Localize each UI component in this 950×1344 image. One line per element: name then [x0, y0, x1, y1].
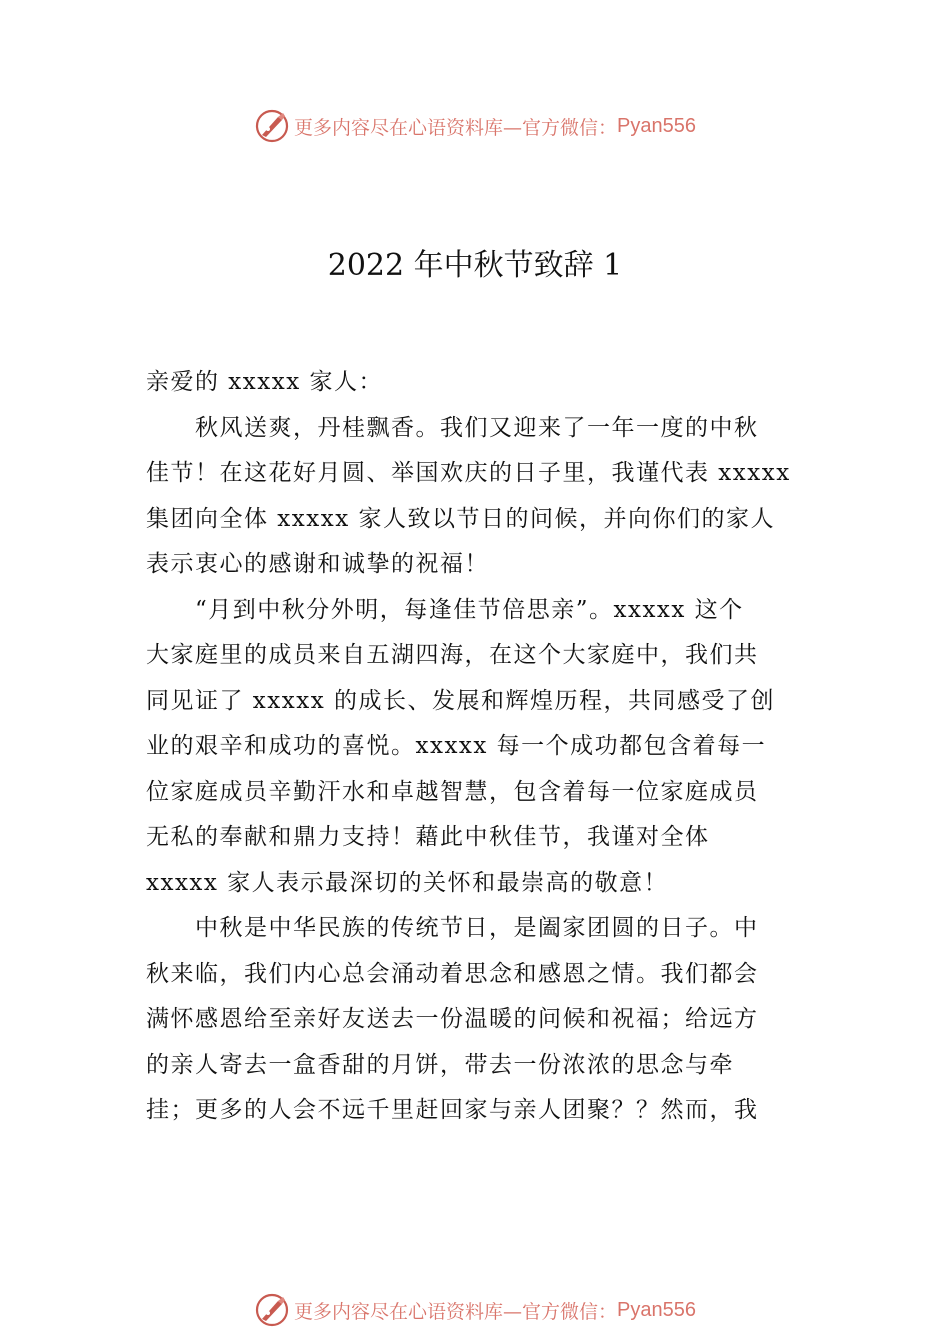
text-line: 位家庭成员辛勤汗水和卓越智慧，包含着每一位家庭成员 [146, 778, 759, 805]
text-line: xxxxx 家人表示最深切的关怀和最崇高的敬意！ [146, 869, 669, 896]
pen-nib-logo-icon [254, 1292, 290, 1328]
text-line: 中秋是中华民族的传统节日，是阖家团圆的日子。中 [146, 915, 759, 941]
text-line: 大家庭里的成员来自五湖四海，在这个大家庭中，我们共 [146, 642, 759, 668]
banner-wechat-id: Pyan556 [617, 1298, 696, 1321]
text-line: 同见证了 xxxxx 的成长、发展和辉煌历程，共同感受了创 [146, 687, 775, 714]
banner-text: 更多内容尽在心语资料库—官方微信： [294, 1300, 618, 1323]
document-body [146, 360, 806, 1134]
pen-nib-logo-icon [254, 108, 290, 144]
text-line: 佳节！在这花好月圆、举国欢庆的日子里，我谨代表 xxxxx [146, 460, 791, 486]
banner-wechat-id: Pyan556 [617, 114, 696, 137]
text-line: “月到中秋分外明，每逢佳节倍思亲”。xxxxx 这个 [146, 596, 744, 623]
document-title: 2022 年中秋节致辞 1 [327, 248, 623, 283]
text-line: 挂；更多的人会不远千里赶回家与亲人团聚？？然而，我 [146, 1097, 759, 1123]
text-line: 的亲人寄去一盒香甜的月饼，带去一份浓浓的思念与牵 [146, 1051, 734, 1078]
text-line: 集团向全体 xxxxx 家人致以节日的问候，并向你们的家人 [146, 505, 775, 532]
text-line: 业的艰辛和成功的喜悦。xxxxx 每一个成功都包含着每一 [146, 733, 767, 759]
text-line: 表示衷心的感谢和诚挚的祝福！ [146, 551, 489, 577]
text-line: 满怀感恩给至亲好友送去一份温暖的问候和祝福；给远方 [146, 1006, 759, 1032]
text-line: 秋来临，我们内心总会涌动着思念和感恩之情。我们都会 [146, 960, 759, 987]
header-banner [0, 106, 950, 146]
banner-text: 更多内容尽在心语资料库—官方微信： [294, 116, 618, 139]
text-line: 无私的奉献和鼎力支持！藉此中秋佳节，我谨对全体 [146, 824, 710, 850]
text-line: 秋风送爽，丹桂飘香。我们又迎来了一年一度的中秋 [146, 414, 759, 441]
footer-banner [0, 1290, 950, 1330]
text-line: 亲爱的 xxxxx 家人： [146, 369, 383, 395]
